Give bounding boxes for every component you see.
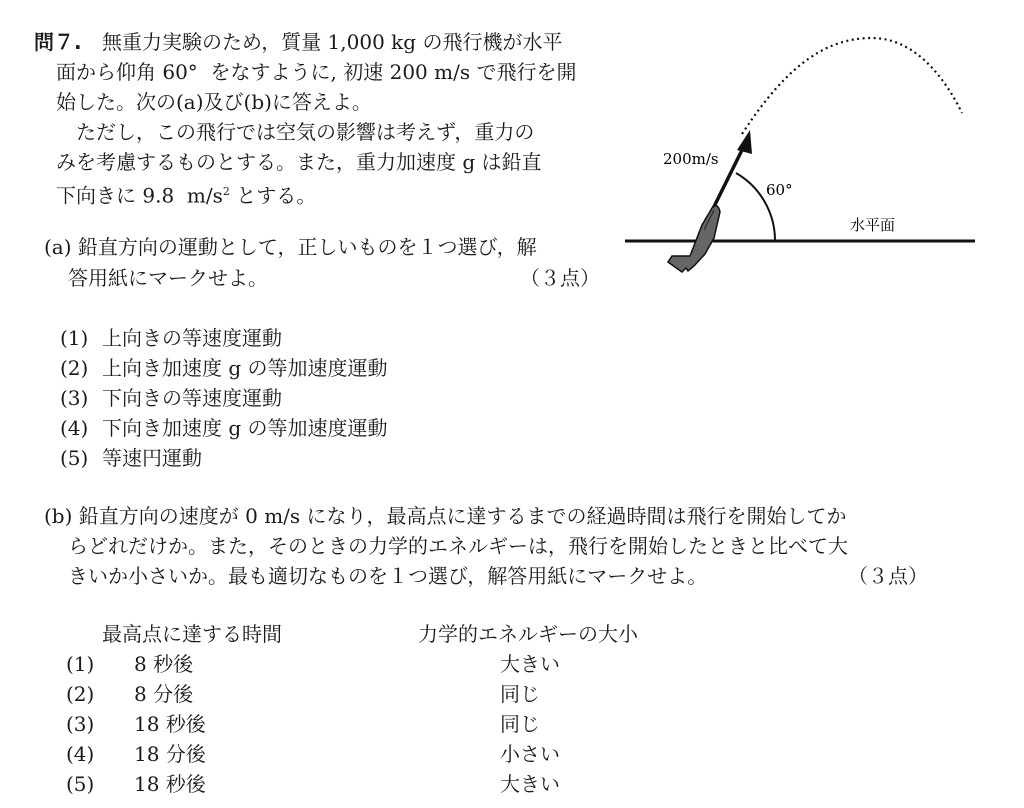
part-b-option-5-time: 18 秒後	[134, 772, 206, 796]
column-header-energy: 力学的エネルギーの大小	[418, 622, 638, 646]
part-b-option-3-number: (3)	[66, 712, 95, 736]
part-b-option-4-time: 18 分後	[134, 742, 206, 766]
part-b-option-3-energy: 同じ	[500, 712, 540, 736]
part-b-option-5-energy: 大きい	[500, 772, 560, 796]
speed-label: 200m/s	[663, 150, 719, 168]
part-b-points: （３点）	[848, 564, 928, 588]
part-b-option-1-number: (1)	[66, 652, 95, 676]
gravity-exponent: 2	[222, 185, 230, 198]
intro-line-3: 始した。次の(a)及び(b)に答えよ。	[56, 90, 372, 114]
part-a-option-1-number: (1)	[60, 326, 89, 350]
part-b-option-2-energy: 同じ	[500, 682, 540, 706]
part-a-option-4-text: 下向き加速度 g の等加速度運動	[102, 416, 388, 440]
part-b-option-1-energy: 大きい	[500, 652, 560, 676]
part-b-option-2-time: 8 分後	[134, 682, 194, 706]
part-a-option-4-number: (4)	[60, 416, 89, 440]
angle-label: 60°	[766, 181, 793, 199]
gravity-suffix: とする。	[229, 183, 317, 208]
gravity-prefix: 下向きに 9.8 m/s	[56, 183, 223, 208]
part-a-option-3-number: (3)	[60, 386, 89, 410]
part-a-prompt-line-1: (a) 鉛直方向の運動として，正しいものを１つ選び，解	[44, 235, 537, 259]
part-b-option-4-number: (4)	[66, 742, 95, 766]
part-b-prompt-line-3: きいか小さいか。最も適切なものを１つ選び，解答用紙にマークせよ。	[68, 564, 708, 588]
part-b-prompt-line-2: らどれだけか。また，そのときの力学的エネルギーは，飛行を開始したときと比べて大	[68, 534, 848, 558]
intro-line-5: みを考慮するものとする。また，重力加速度 g は鉛直	[56, 150, 542, 174]
part-a-prompt-line-2: 答用紙にマークせよ。	[68, 266, 268, 290]
airplane-icon	[668, 206, 720, 272]
intro-line-2: 面から仰角 60° をなすように, 初速 200 m/s で飛行を開	[56, 60, 577, 84]
part-a-option-5-number: (5)	[60, 446, 89, 470]
intro-line-1: 無重力実験のため，質量 1,000 kg の飛行機が水平	[102, 30, 563, 54]
part-b-option-4-energy: 小さい	[500, 742, 560, 766]
column-header-time: 最高点に達する時間	[102, 622, 282, 646]
velocity-arrowhead	[737, 130, 752, 154]
part-a-option-1-text: 上向きの等速度運動	[102, 326, 282, 350]
question-number: 問７.	[34, 30, 82, 54]
intro-line-4: ただし，この飛行では空気の影響は考えず，重力の	[56, 120, 535, 144]
part-a-option-2-number: (2)	[60, 356, 89, 380]
part-a-points: （３点）	[520, 266, 600, 290]
part-a-option-3-text: 下向きの等速度運動	[102, 386, 282, 410]
surface-label: 水平面	[850, 216, 896, 234]
part-b-option-2-number: (2)	[66, 682, 95, 706]
part-b-option-5-number: (5)	[66, 772, 95, 796]
part-a-option-5-text: 等速円運動	[102, 446, 202, 470]
part-b-prompt-line-1: (b) 鉛直方向の速度が 0 m/s になり，最高点に達するまでの経過時間は飛行を開始してか	[44, 504, 847, 528]
trajectory-dotted-path	[742, 38, 962, 134]
part-b-option-1-time: 8 秒後	[134, 652, 194, 676]
part-a-option-2-text: 上向き加速度 g の等加速度運動	[102, 356, 388, 380]
part-b-option-3-time: 18 秒後	[134, 712, 206, 736]
